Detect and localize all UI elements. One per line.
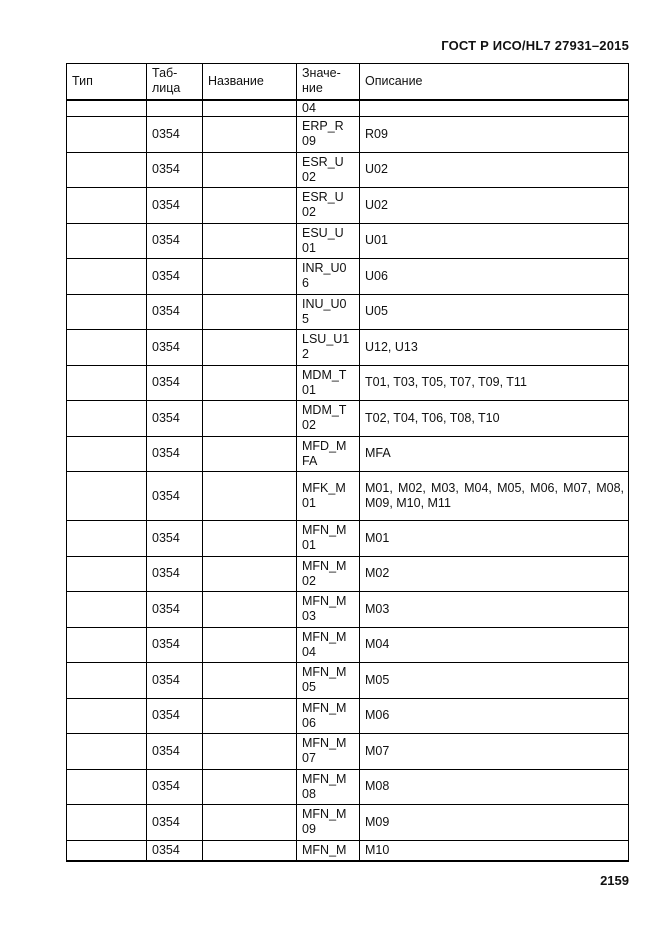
cell-type	[67, 330, 147, 366]
cell-table: 0354	[147, 294, 203, 330]
table-row	[67, 365, 629, 401]
cell-type	[67, 769, 147, 805]
header-row	[67, 64, 629, 100]
cell-value: MFK_M 01	[297, 472, 360, 521]
cell-value: ESR_U 02	[297, 152, 360, 188]
cell-description: U05	[360, 294, 629, 330]
cell-type	[67, 294, 147, 330]
cell-type	[67, 188, 147, 224]
cell-name	[203, 436, 297, 472]
cell-value: MFN_M 04	[297, 627, 360, 663]
cell-table: 0354	[147, 223, 203, 259]
cell-table: 0354	[147, 188, 203, 224]
cell-type	[67, 436, 147, 472]
cell-name	[203, 734, 297, 770]
table-row	[67, 100, 629, 117]
cell-value: MFD_M FA	[297, 436, 360, 472]
cell-value: MFN_M 02	[297, 556, 360, 592]
cell-table	[147, 100, 203, 117]
table-row	[67, 259, 629, 295]
cell-name	[203, 188, 297, 224]
cell-description: U06	[360, 259, 629, 295]
cell-description	[360, 100, 629, 117]
cell-type	[67, 592, 147, 628]
table-row	[67, 436, 629, 472]
cell-description: U12, U13	[360, 330, 629, 366]
cell-name	[203, 840, 297, 861]
cell-value: MFN_M 03	[297, 592, 360, 628]
cell-value: ESU_U 01	[297, 223, 360, 259]
cell-name	[203, 663, 297, 699]
cell-description: U02	[360, 188, 629, 224]
cell-description: M08	[360, 769, 629, 805]
cell-table: 0354	[147, 521, 203, 557]
cell-description: M02	[360, 556, 629, 592]
cell-name	[203, 100, 297, 117]
cell-type	[67, 100, 147, 117]
table-row	[67, 401, 629, 437]
cell-table: 0354	[147, 840, 203, 861]
code-table	[66, 63, 629, 862]
cell-name	[203, 556, 297, 592]
cell-type	[67, 627, 147, 663]
cell-value: INU_U0 5	[297, 294, 360, 330]
column-header-table: Таб- лица	[147, 64, 203, 100]
cell-name	[203, 805, 297, 841]
table-row	[67, 294, 629, 330]
cell-value: MDM_T 01	[297, 365, 360, 401]
cell-description: M10	[360, 840, 629, 861]
table-row	[67, 840, 629, 861]
document-code-header: ГОСТ Р ИСО/HL7 27931–2015	[441, 38, 629, 53]
cell-name	[203, 294, 297, 330]
cell-type	[67, 840, 147, 861]
cell-table: 0354	[147, 472, 203, 521]
cell-name	[203, 259, 297, 295]
cell-type	[67, 152, 147, 188]
cell-type	[67, 259, 147, 295]
cell-value: MFN_M	[297, 840, 360, 861]
cell-description: M01	[360, 521, 629, 557]
cell-value: MFN_M 06	[297, 698, 360, 734]
table-row	[67, 698, 629, 734]
cell-table: 0354	[147, 663, 203, 699]
cell-name	[203, 365, 297, 401]
cell-description: T01, T03, T05, T07, T09, T11	[360, 365, 629, 401]
table-row	[67, 769, 629, 805]
cell-type	[67, 698, 147, 734]
cell-description: M03	[360, 592, 629, 628]
table-row	[67, 592, 629, 628]
column-header-type: Тип	[67, 64, 147, 100]
cell-table: 0354	[147, 401, 203, 437]
cell-value: MFN_M 05	[297, 663, 360, 699]
cell-type	[67, 365, 147, 401]
page-number: 2159	[600, 873, 629, 888]
cell-type	[67, 556, 147, 592]
table-row	[67, 556, 629, 592]
table-body	[67, 100, 629, 862]
cell-type	[67, 521, 147, 557]
table-row	[67, 472, 629, 521]
cell-table: 0354	[147, 627, 203, 663]
cell-name	[203, 117, 297, 153]
cell-value: LSU_U1 2	[297, 330, 360, 366]
cell-name	[203, 152, 297, 188]
cell-value: MFN_M 01	[297, 521, 360, 557]
cell-name	[203, 769, 297, 805]
table-row	[67, 663, 629, 699]
table-header	[67, 64, 629, 100]
table-row	[67, 521, 629, 557]
cell-name	[203, 521, 297, 557]
cell-description: M05	[360, 663, 629, 699]
cell-table: 0354	[147, 556, 203, 592]
cell-type	[67, 472, 147, 521]
cell-description: M09	[360, 805, 629, 841]
cell-type	[67, 117, 147, 153]
table-row	[67, 627, 629, 663]
cell-value: 04	[297, 100, 360, 117]
cell-table: 0354	[147, 805, 203, 841]
column-header-name: Название	[203, 64, 297, 100]
cell-table: 0354	[147, 117, 203, 153]
cell-table: 0354	[147, 592, 203, 628]
column-header-value: Значе- ние	[297, 64, 360, 100]
cell-name	[203, 330, 297, 366]
cell-value: MFN_M 08	[297, 769, 360, 805]
cell-value: MFN_M 09	[297, 805, 360, 841]
cell-value: INR_U0 6	[297, 259, 360, 295]
cell-description: U01	[360, 223, 629, 259]
cell-description: U02	[360, 152, 629, 188]
cell-type	[67, 401, 147, 437]
cell-name	[203, 223, 297, 259]
cell-table: 0354	[147, 259, 203, 295]
cell-value: MFN_M 07	[297, 734, 360, 770]
cell-type	[67, 663, 147, 699]
cell-description: R09	[360, 117, 629, 153]
cell-name	[203, 627, 297, 663]
cell-type	[67, 805, 147, 841]
table-row	[67, 734, 629, 770]
cell-description: M07	[360, 734, 629, 770]
cell-table: 0354	[147, 698, 203, 734]
cell-value: MDM_T 02	[297, 401, 360, 437]
table-row	[67, 117, 629, 153]
column-header-description: Описание	[360, 64, 629, 100]
cell-name	[203, 698, 297, 734]
table-row	[67, 223, 629, 259]
cell-table: 0354	[147, 152, 203, 188]
cell-type	[67, 734, 147, 770]
cell-name	[203, 401, 297, 437]
table-row	[67, 805, 629, 841]
cell-name	[203, 472, 297, 521]
table-row	[67, 152, 629, 188]
cell-description: MFA	[360, 436, 629, 472]
cell-table: 0354	[147, 365, 203, 401]
table-row	[67, 330, 629, 366]
cell-description: T02, T04, T06, T08, T10	[360, 401, 629, 437]
cell-value: ESR_U 02	[297, 188, 360, 224]
cell-table: 0354	[147, 769, 203, 805]
cell-table: 0354	[147, 734, 203, 770]
cell-description: M06	[360, 698, 629, 734]
cell-table: 0354	[147, 436, 203, 472]
cell-table: 0354	[147, 330, 203, 366]
cell-value: ERP_R 09	[297, 117, 360, 153]
cell-description: M01, M02, M03, M04, M05, M06, M07, M08, M09, M10, M11	[360, 472, 629, 521]
table-row	[67, 188, 629, 224]
cell-description: M04	[360, 627, 629, 663]
cell-type	[67, 223, 147, 259]
cell-name	[203, 592, 297, 628]
